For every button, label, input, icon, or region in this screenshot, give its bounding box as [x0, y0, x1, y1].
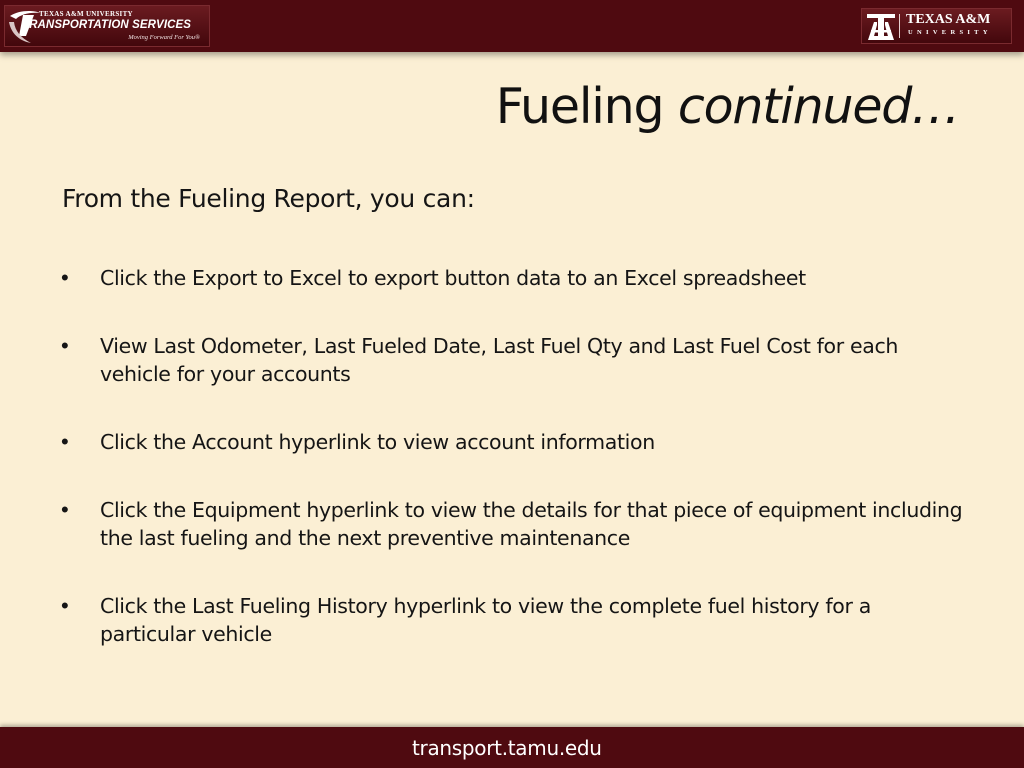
bullet-glyph: •	[61, 429, 69, 454]
bullet-text-view-last: View Last Odometer, Last Fueled Date, Last Fuel Qty and Last Fuel Cost for each vehicle for your accounts	[100, 334, 899, 386]
atm-monogram-icon	[866, 13, 896, 41]
bullet-glyph: •	[61, 333, 69, 358]
bullet-glyph: •	[61, 265, 69, 290]
texas-am-logo[interactable]	[861, 8, 1012, 44]
bullet-text-export: Click the Export to Excel to export button data to an Excel spreadsheet	[100, 266, 806, 290]
ts-name-text: TRANSPORTATION SERVICES	[22, 19, 192, 31]
footer-url[interactable]: transport.tamu.edu	[412, 736, 602, 760]
ts-university-text: TEXAS A&M UNIVERSITY	[39, 10, 133, 18]
ts-tagline-text: Moving Forward For You®	[128, 34, 200, 41]
header-bar	[0, 0, 1024, 52]
bullet-text-equipment: Click the Equipment hyperlink to view the details for that piece of equipment including the last fueling and the next preventive maintenance	[100, 498, 963, 550]
logo-divider	[899, 14, 900, 38]
bullet-glyph: •	[61, 497, 69, 522]
footer-bar	[0, 727, 1024, 768]
transportation-services-logo[interactable]	[4, 5, 210, 47]
bullet-text-account: Click the Account hyperlink to view account information	[100, 430, 655, 454]
slide-title-main: Fueling	[495, 78, 664, 135]
bullet-text-fuel-history: Click the Last Fueling History hyperlink to view the complete fuel history for a particular vehicle	[100, 594, 871, 646]
tamu-university-text: UNIVERSITY	[908, 29, 992, 36]
slide-title-italic: continued…	[677, 78, 959, 135]
tamu-name-text: TEXAS A&M	[906, 12, 991, 27]
bullet-glyph: •	[61, 593, 69, 618]
slide-title	[496, 78, 959, 135]
intro-text: From the Fueling Report, you can:	[62, 184, 475, 213]
